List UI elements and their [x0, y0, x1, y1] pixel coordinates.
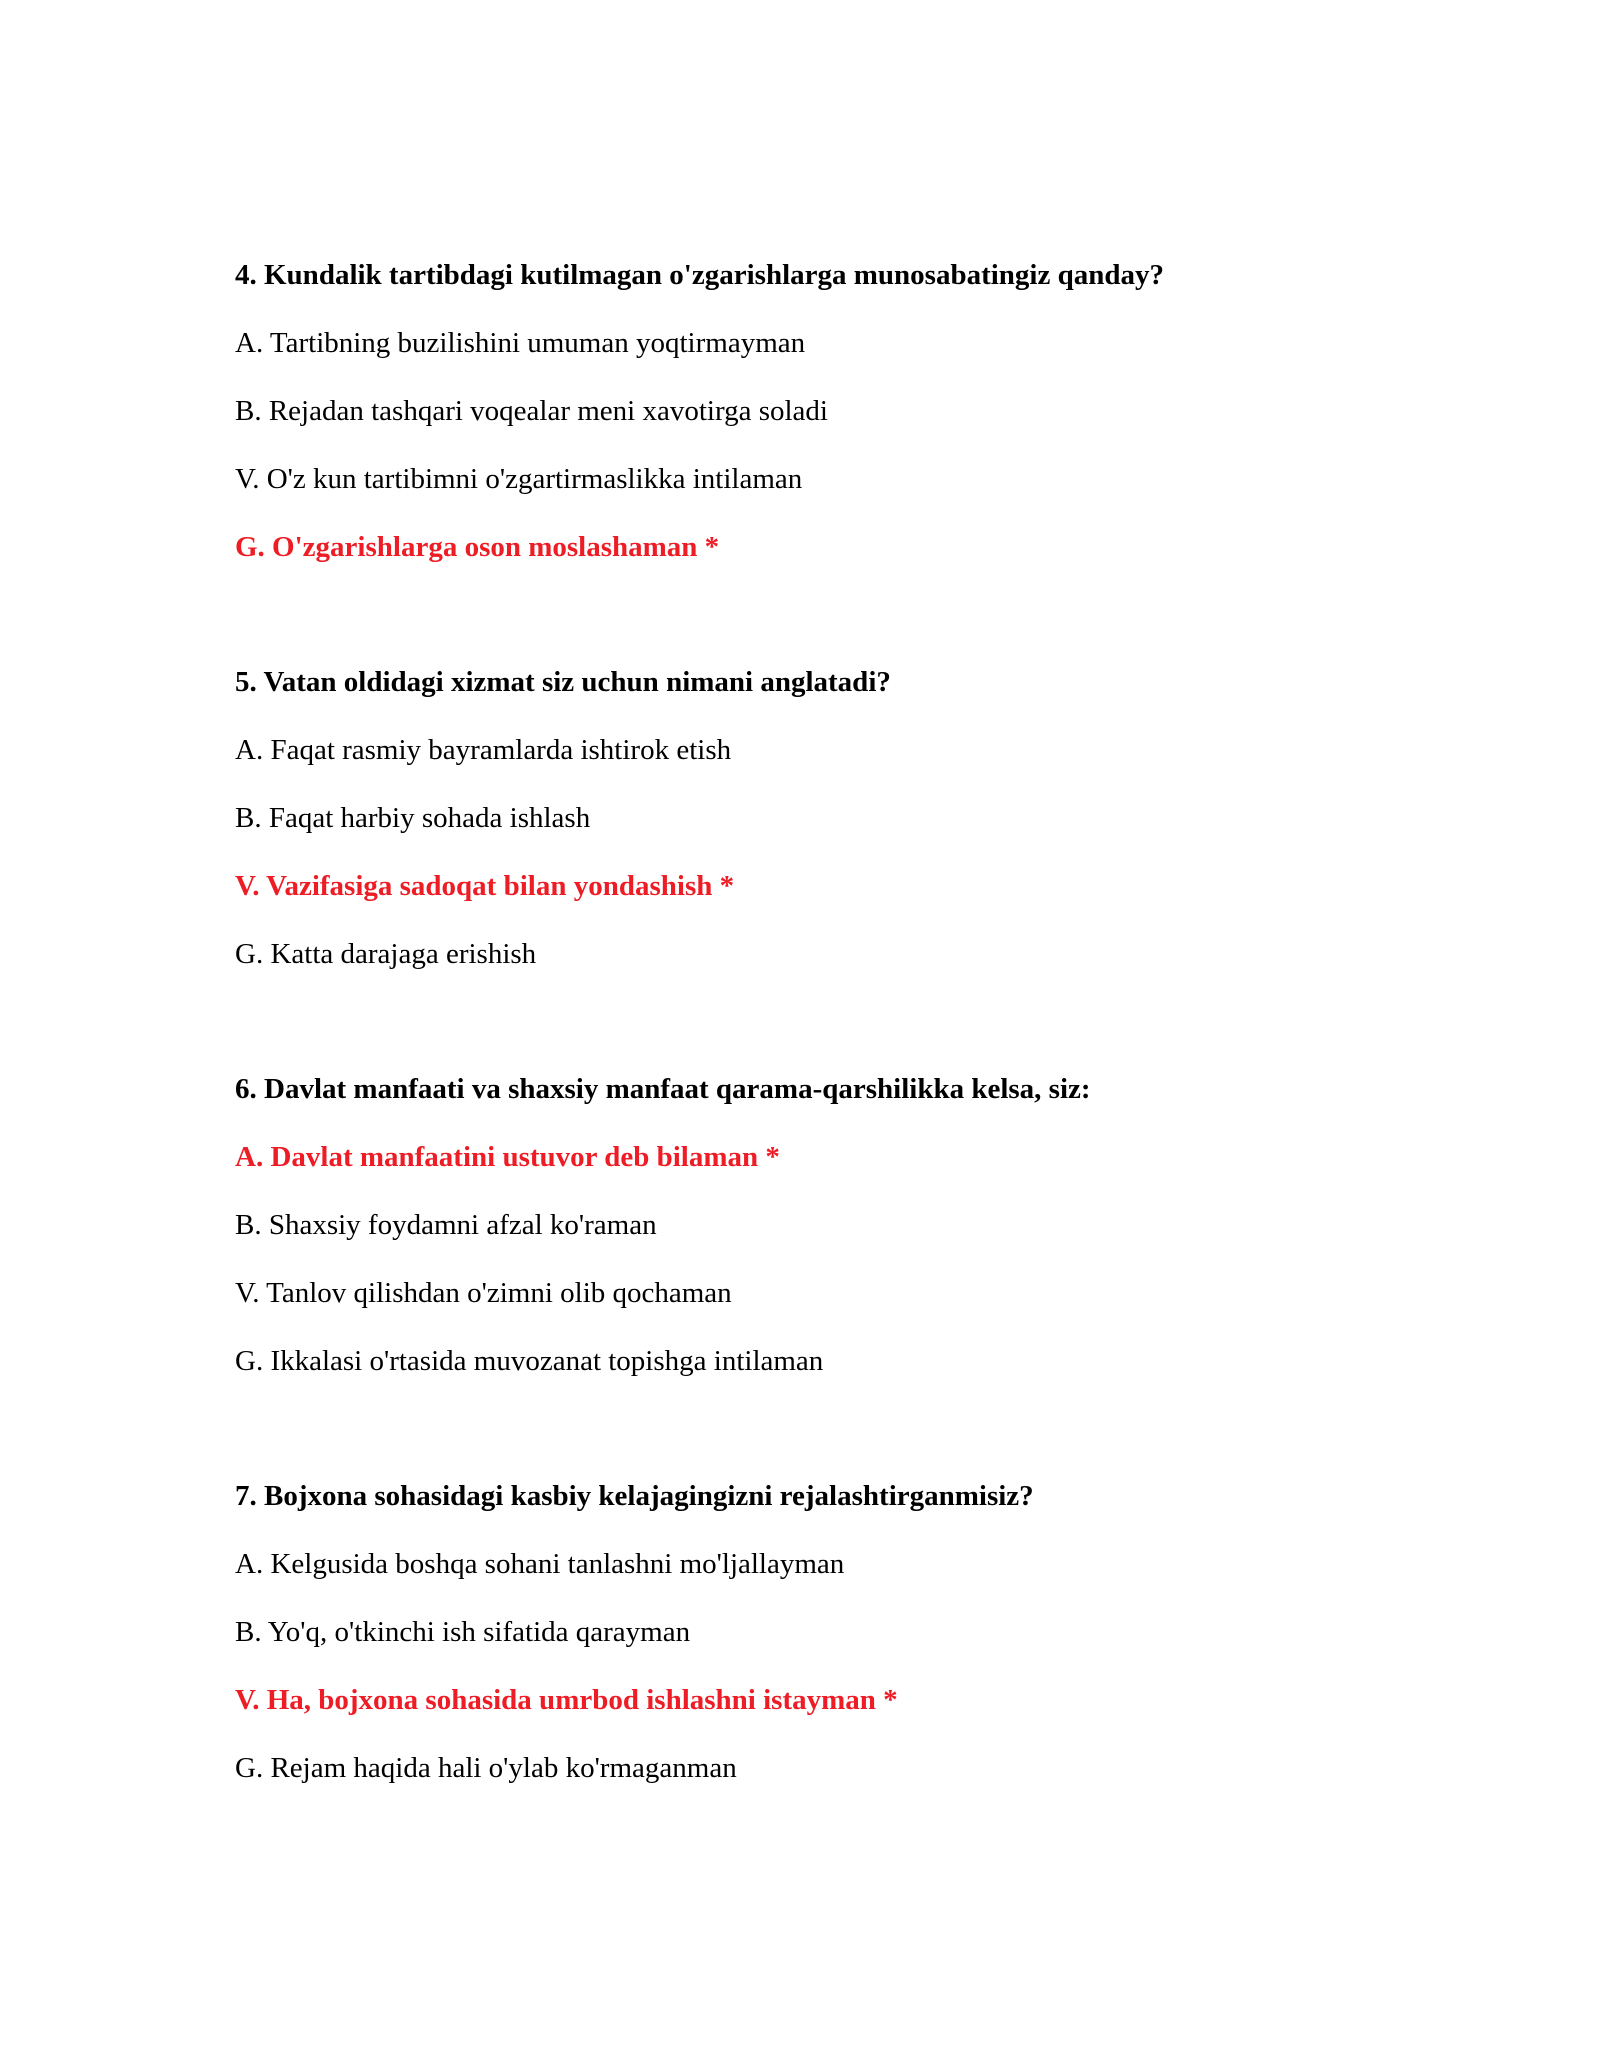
- answer-option: B. Shaxsiy foydamni afzal ko'raman: [235, 1209, 657, 1241]
- correct-answer-option: V. Ha, bojxona sohasida umrbod ishlashni istayman *: [235, 1684, 898, 1716]
- correct-answer-option: V. Vazifasiga sadoqat bilan yondashish *: [235, 870, 735, 902]
- question-block-4: [235, 247, 1435, 587]
- answer-option: A. Tartibning buzilishini umuman yoqtirmayman: [235, 327, 806, 359]
- answer-option: V. O'z kun tartibimni o'zgartirmaslikka intilaman: [235, 463, 803, 495]
- question-title: 7. Bojxona sohasidagi kasbiy kelajagingizni rejalashtirganmisiz?: [235, 1480, 1034, 1512]
- answer-option: B. Rejadan tashqari voqealar meni xavotirga soladi: [235, 395, 828, 427]
- answer-option: G. Ikkalasi o'rtasida muvozanat topishga intilaman: [235, 1345, 824, 1377]
- answer-option: B. Yo'q, o'tkinchi ish sifatida qarayman: [235, 1616, 691, 1648]
- correct-answer-option: G. O'zgarishlarga oson moslashaman *: [235, 531, 720, 563]
- answer-option: B. Faqat harbiy sohada ishlash: [235, 802, 591, 834]
- answer-option: G. Katta darajaga erishish: [235, 938, 537, 970]
- question-block-7: [235, 1468, 1435, 1808]
- question-title: 4. Kundalik tartibdagi kutilmagan o'zgarishlarga munosabatingiz qanday?: [235, 259, 1164, 291]
- correct-answer-option: A. Davlat manfaatini ustuvor deb bilaman *: [235, 1141, 780, 1173]
- document-page: [235, 247, 1435, 1875]
- question-title: 5. Vatan oldidagi xizmat siz uchun nimani anglatadi?: [235, 666, 891, 698]
- answer-option: A. Faqat rasmiy bayramlarda ishtirok etish: [235, 734, 732, 766]
- answer-option: A. Kelgusida boshqa sohani tanlashni mo'ljallayman: [235, 1548, 845, 1580]
- answer-option: G. Rejam haqida hali o'ylab ko'rmaganman: [235, 1752, 737, 1784]
- question-block-5: [235, 654, 1435, 994]
- question-block-6: [235, 1061, 1435, 1401]
- question-title: 6. Davlat manfaati va shaxsiy manfaat qarama-qarshilikka kelsa, siz:: [235, 1073, 1091, 1105]
- answer-option: V. Tanlov qilishdan o'zimni olib qochaman: [235, 1277, 732, 1309]
